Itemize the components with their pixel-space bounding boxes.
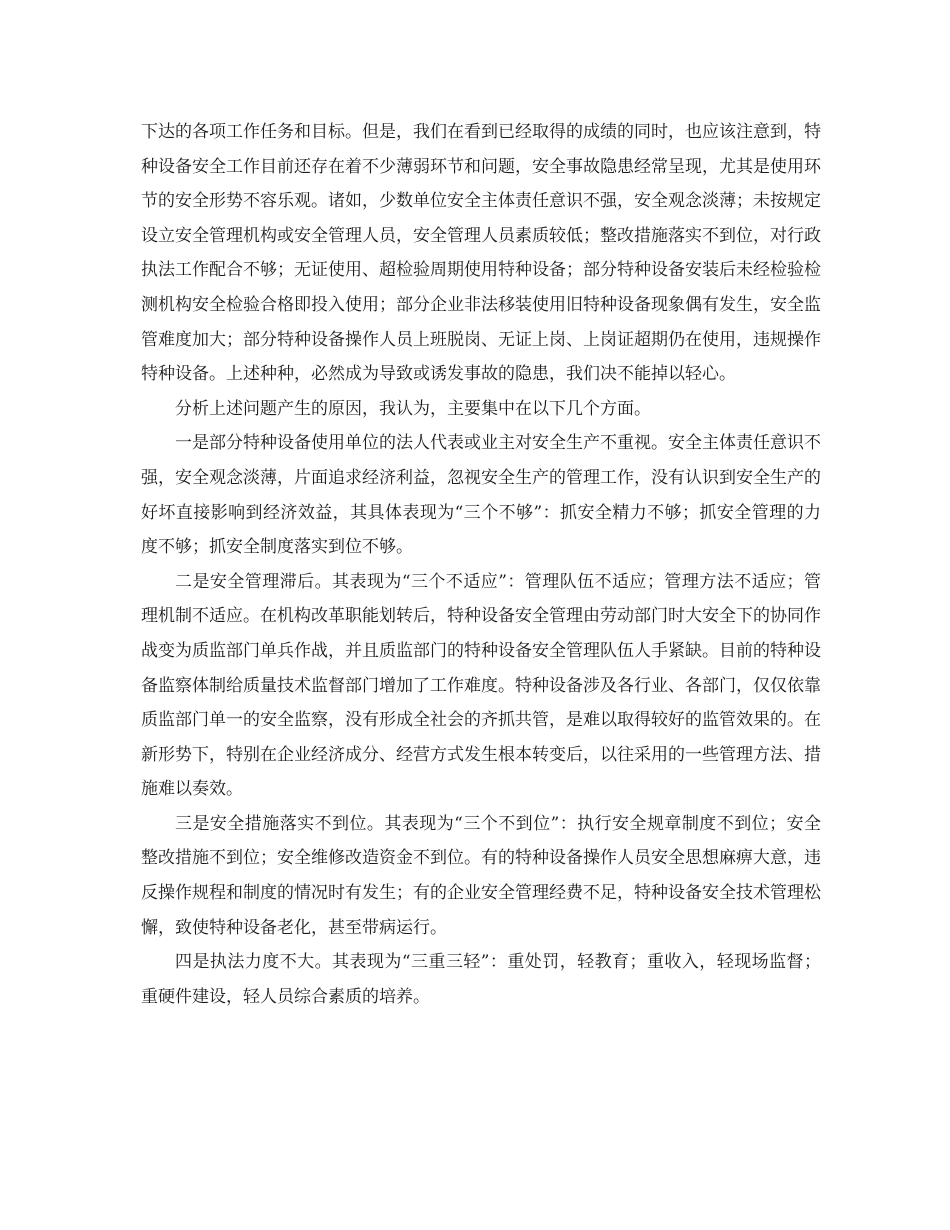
paragraph-cause-intro: 分析上述问题产生的原因，我认为，主要集中在以下几个方面。 [175, 398, 651, 419]
paragraph-continuation: 下达的各项工作任务和目标。但是，我们在看到已经取得的成绩的同时，也应该注意到，特种设备安全工作目前还存在着不少薄弱环节和问题，安全事故隐患经常呈现，尤其是使用环节的安全形势不容乐观。诸如，少数单位安全主体责任意识不强，安全观念淡薄；未按规定设立安全管理机构或安全管理人员，安全管理人员素质较低；整改措施落实不到位，对行政执法工作配合不够；无证使用、超检验周期使用特种设备；部分特种设备安装后未经检验检测机构安全检验合格即投入使用；部分企业非法移装使用旧特种设备现象偶有发生，安全监管难度加大；部分特种设备操作人员上班脱岗、无证上岗、上岗证超期仍在使用，违规操作特种设备。上述种种，必然成为导致或诱发事故的隐患，我们决不能掉以轻心。 [141, 122, 821, 385]
paragraph-cause-4: 四是执法力度不大。其表现为“三重三轻”：重处罚，轻教育；重收入，轻现场监督；重硬件建设，轻人员综合素质的培养。 [141, 952, 821, 1007]
paragraph-cause-1: 一是部分特种设备使用单位的法人代表或业主对安全生产不重视。安全主体责任意识不强，安全观念淡薄，片面追求经济利益，忽视安全生产的管理工作，没有认识到安全生产的好坏直接影响到经济效益，其具体表现为“三个不够”：抓安全精力不够；抓安全管理的力度不够；抓安全制度落实到位不够。 [141, 433, 821, 558]
paragraph-cause-2: 二是安全管理滞后。其表现为“三个不适应”：管理队伍不适应；管理方法不适应；管理机制不适应。在机构改革职能划转后，特种设备安全管理由劳动部门时大安全下的协同作战变为质监部门单兵作战，并且质监部门的特种设备安全管理队伍人手紧缺。目前的特种设备监察体制给质量技术监督部门增加了工作难度。特种设备涉及各行业、各部门，仅仅依靠质监部门单一的安全监察，没有形成全社会的齐抓共管，是难以取得较好的监管效果的。在新形势下，特别在企业经济成分、经营方式发生根本转变后，以往采用的一些管理方法、措施难以奏效。 [141, 571, 821, 800]
document-body [141, 115, 821, 1014]
paragraph-cause-3: 三是安全措施落实不到位。其表现为“三个不到位”：执行安全规章制度不到位；安全整改措施不到位；安全维修改造资金不到位。有的特种设备操作人员安全思想麻痹大意，违反操作规程和制度的情况时有发生；有的企业安全管理经费不足，特种设备安全技术管理松懈，致使特种设备老化，甚至带病运行。 [141, 813, 821, 938]
